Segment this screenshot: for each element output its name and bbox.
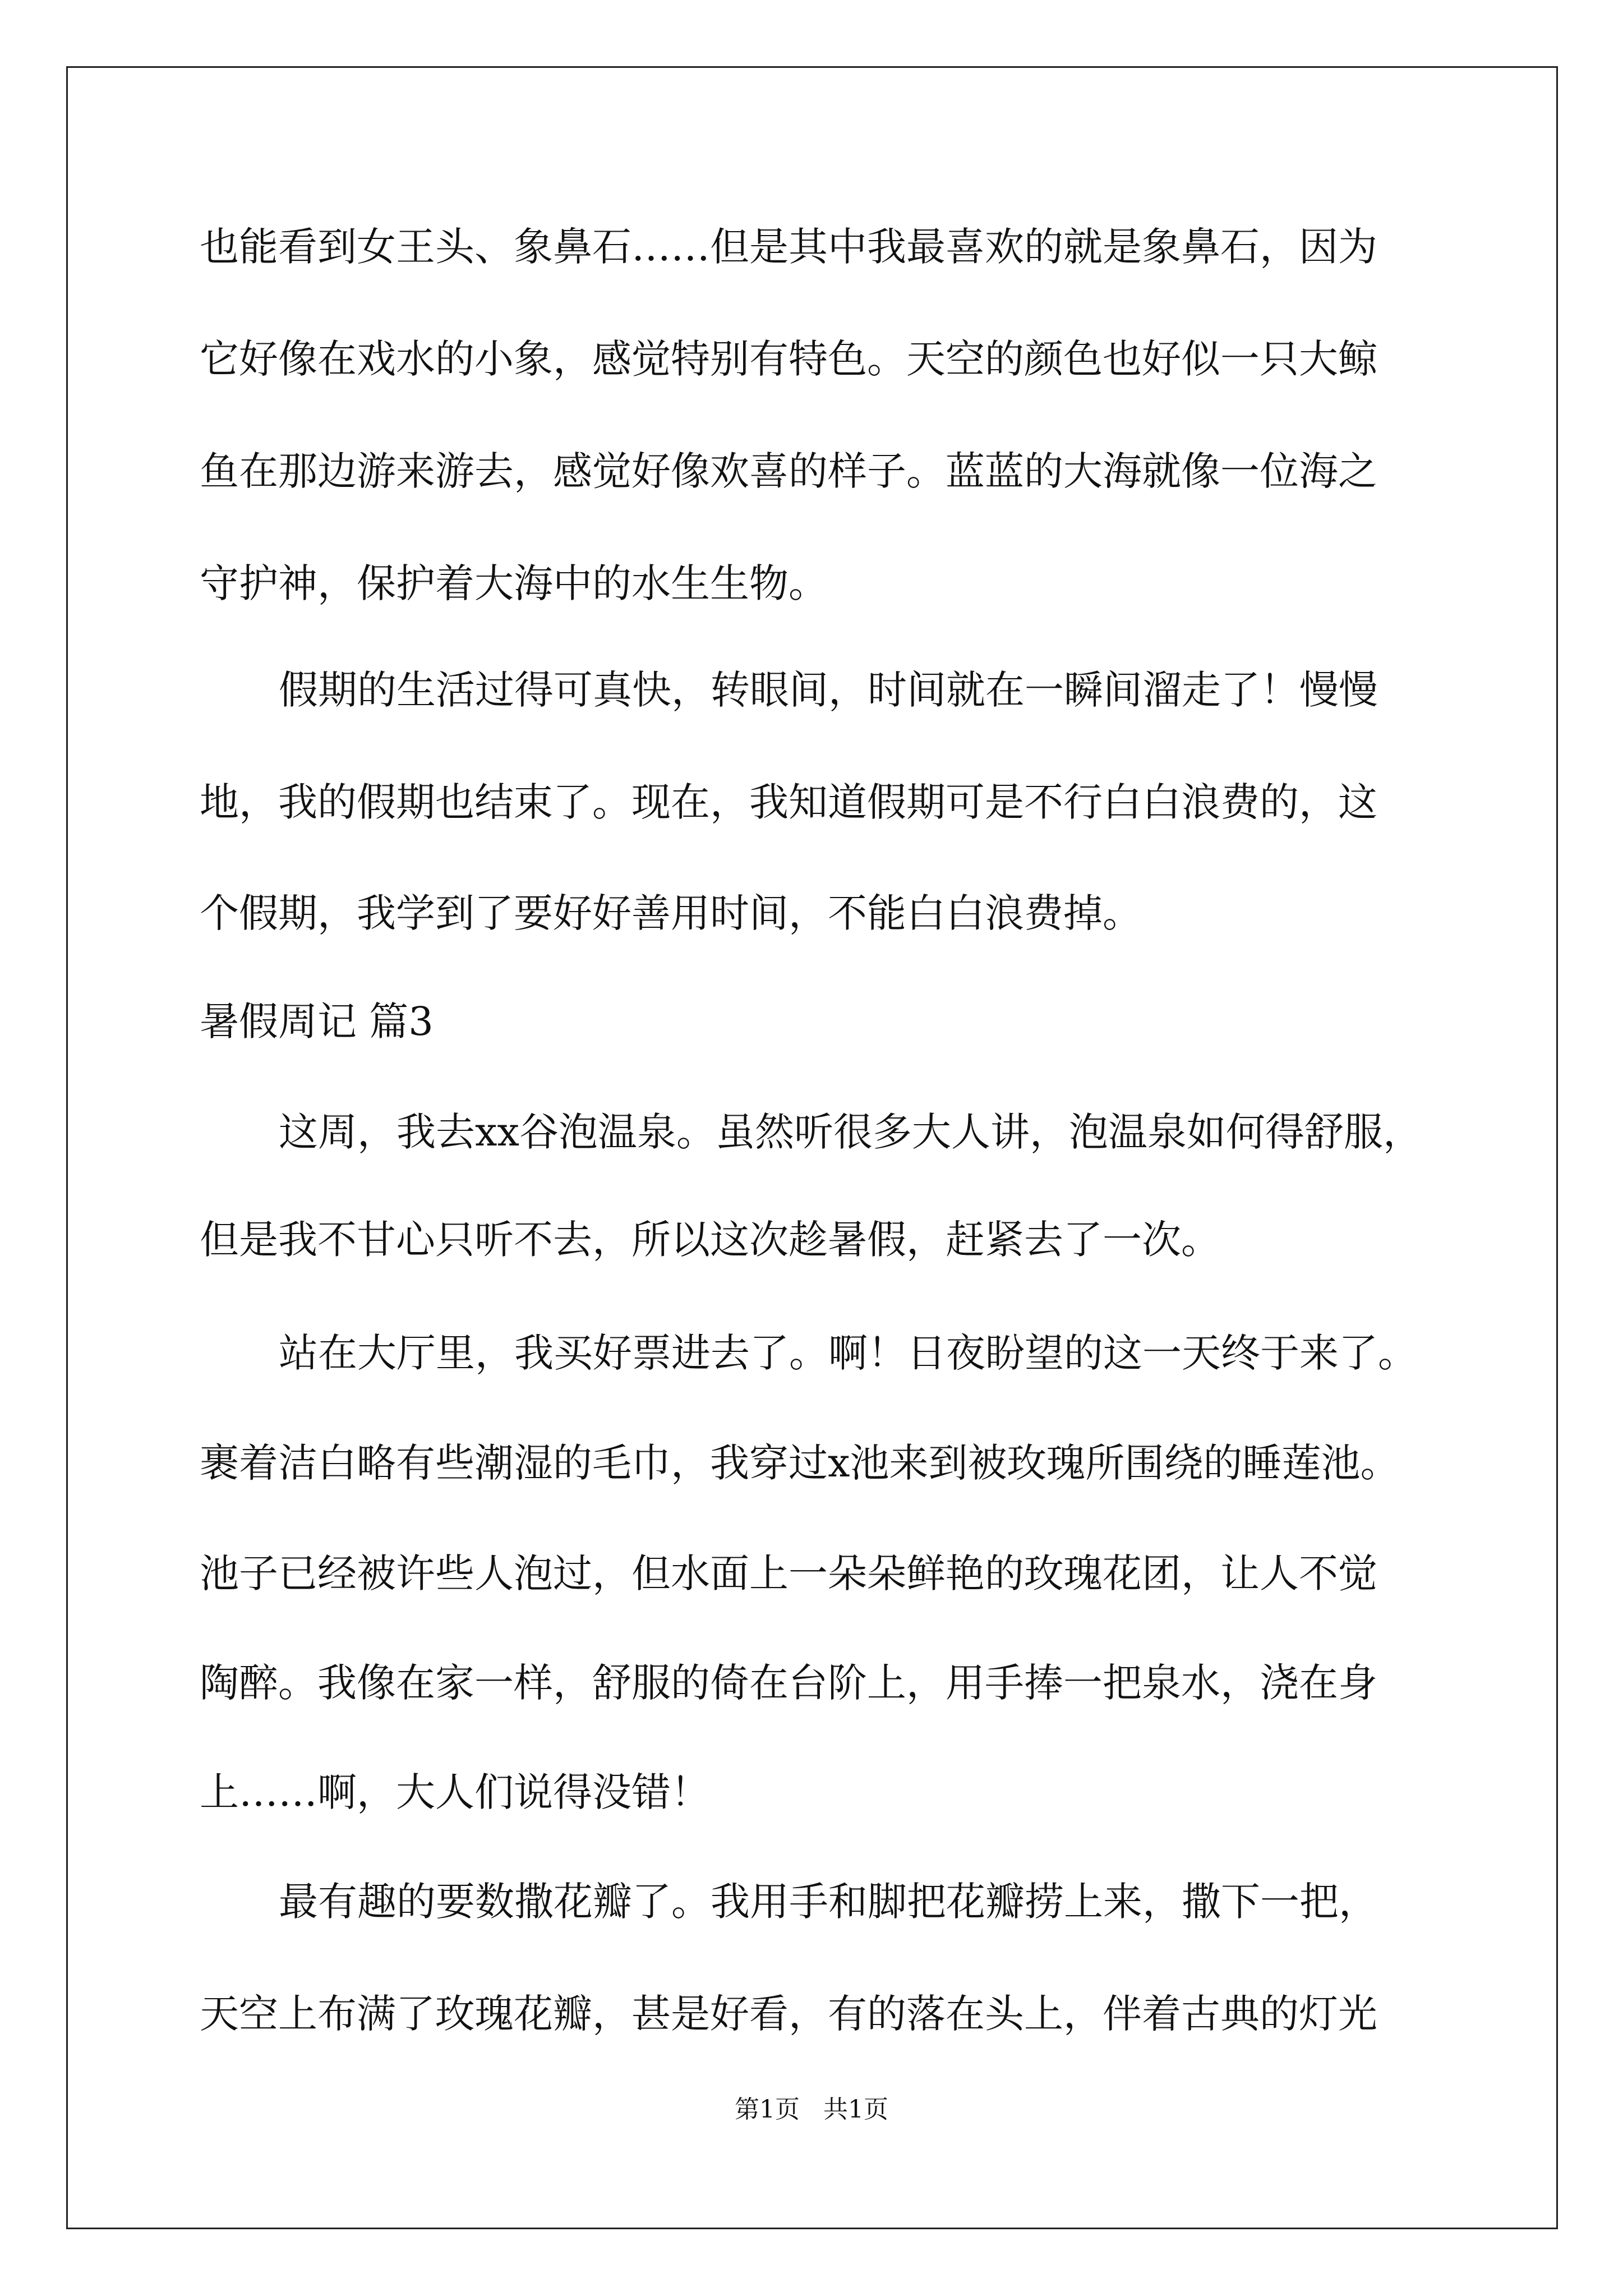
text-line: 地，我的假期也结束了。现在，我知道假期可是不行白白浪费的，这 [200,779,1377,825]
text-line: 也能看到女王头、象鼻石……但是其中我最喜欢的就是象鼻石，因为 [200,224,1377,270]
text-line: 它好像在戏水的小象，感觉特别有特色。天空的颜色也好似一只大鲸 [200,336,1377,382]
text-line: 鱼在那边游来游去，感觉好像欢喜的样子。蓝蓝的大海就像一位海之 [200,448,1377,494]
text-line: 站在大厅里，我买好票进去了。啊！日夜盼望的这一天终于来了。 [279,1330,1417,1376]
page-footer [0,2095,1623,2124]
text-line: 最有趣的要数撒花瓣了。我用手和脚把花瓣捞上来，撒下一把， [279,1879,1378,1925]
text-line: 池子已经被许些人泡过，但水面上一朵朵鲜艳的玫瑰花团，让人不觉 [200,1550,1377,1596]
page-total: 共1页 [823,2095,888,2124]
page-number: 第1页 [735,2095,800,2124]
text-line: 裹着洁白略有些潮湿的毛巾，我穿过x池来到被玫瑰所围绕的睡莲池。 [200,1440,1400,1486]
section-heading: 暑假周记 篇3 [200,999,434,1045]
text-line: 天空上布满了玫瑰花瓣，甚是好看，有的落在头上，伴着古典的灯光 [200,1991,1377,2037]
text-line: 但是我不甘心只听不去，所以这次趁暑假，赶紧去了一次。 [200,1217,1220,1263]
text-line: 假期的生活过得可真快，转眼间，时间就在一瞬间溜走了！慢慢 [279,667,1378,713]
text-line: 这周，我去xx谷泡温泉。虽然听很多大人讲，泡温泉如何得舒服， [279,1109,1422,1155]
text-line: 陶醉。我像在家一样，舒服的倚在台阶上，用手捧一把泉水，浇在身 [200,1660,1377,1706]
text-line: 守护神，保护着大海中的水生生物。 [200,560,828,606]
text-line: 个假期，我学到了要好好善用时间，不能白白浪费掉。 [200,890,1142,936]
text-line: 上……啊，大人们说得没错！ [200,1769,710,1815]
